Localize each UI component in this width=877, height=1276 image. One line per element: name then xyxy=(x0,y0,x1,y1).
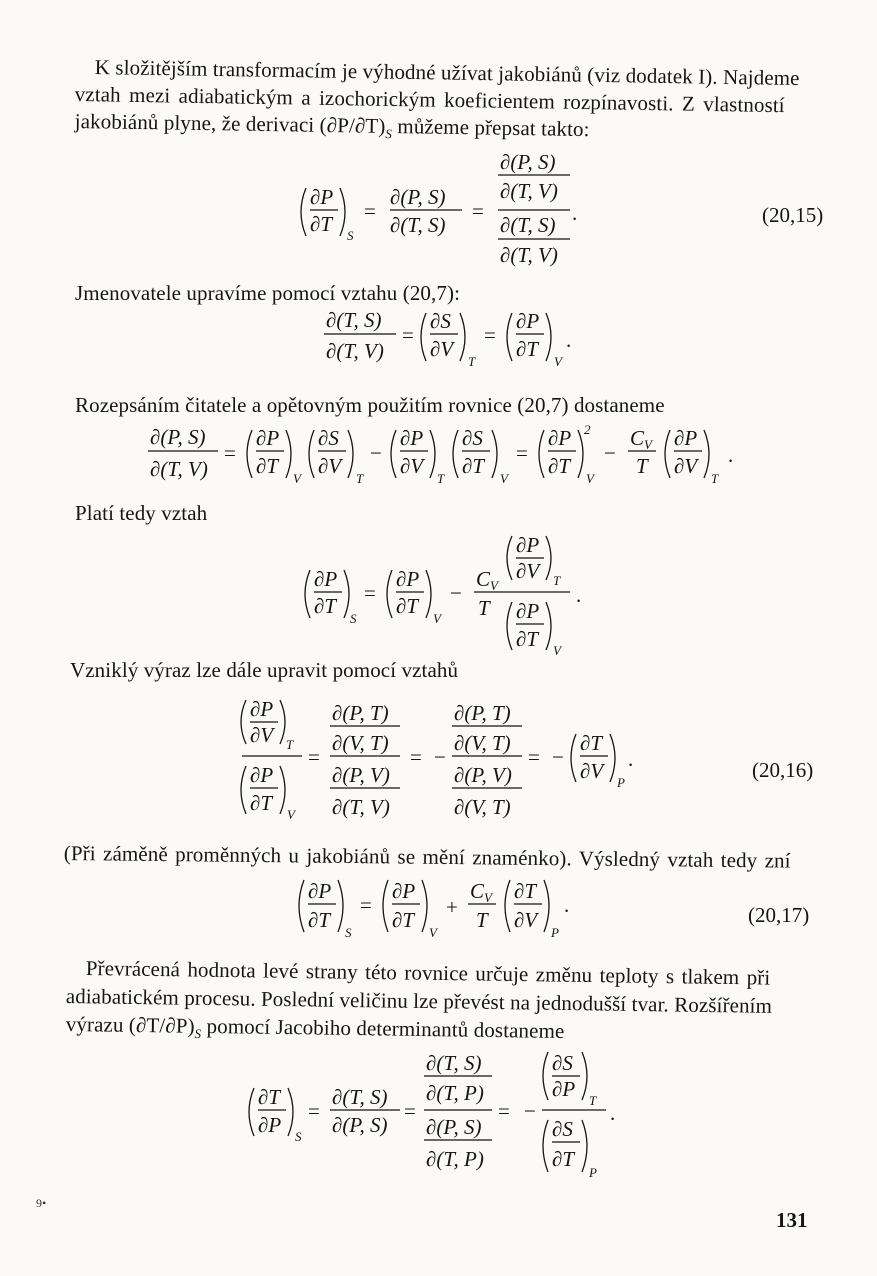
svg-text:∂P: ∂P xyxy=(256,426,280,450)
svg-text:T: T xyxy=(468,354,476,369)
svg-text:∂P: ∂P xyxy=(392,879,416,903)
svg-text:∂P: ∂P xyxy=(314,567,338,591)
svg-text:2: 2 xyxy=(584,422,591,437)
svg-text:∂T: ∂T xyxy=(250,791,273,815)
svg-text:∂(T, V): ∂(T, V) xyxy=(150,457,208,481)
svg-text:∂P: ∂P xyxy=(258,1113,282,1137)
svg-text:∂T: ∂T xyxy=(516,627,539,651)
svg-text:∂T: ∂T xyxy=(580,731,603,755)
svg-text:∂P: ∂P xyxy=(250,763,274,787)
svg-text:V: V xyxy=(500,471,508,486)
svg-text:∂(P, V): ∂(P, V) xyxy=(332,763,390,787)
svg-text:∂T: ∂T xyxy=(552,1147,575,1171)
svg-text:∂P: ∂P xyxy=(310,185,334,209)
svg-text:∂V: ∂V xyxy=(514,908,538,932)
margin-mark: 9• xyxy=(36,1196,47,1210)
paragraph-line: Vzniklý výraz lze dále upravit pomocí vztahů xyxy=(70,658,459,682)
equation-20-15 xyxy=(290,150,610,275)
svg-text:=: = xyxy=(364,199,376,223)
svg-text:∂V: ∂V xyxy=(674,454,698,478)
svg-text:P: P xyxy=(589,1165,597,1180)
svg-text:∂P: ∂P xyxy=(308,879,332,903)
equation-citatel xyxy=(142,420,772,496)
svg-text:∂(T, V): ∂(T, V) xyxy=(332,795,390,819)
svg-text:∂(T, P): ∂(T, P) xyxy=(426,1081,484,1105)
svg-text:C: C xyxy=(470,879,485,903)
svg-text:∂(V, T): ∂(V, T) xyxy=(454,731,511,755)
svg-text:P: P xyxy=(617,775,625,790)
svg-text:∂S: ∂S xyxy=(318,426,339,450)
svg-text:∂P: ∂P xyxy=(552,1077,576,1101)
svg-text:T: T xyxy=(589,1093,597,1108)
svg-text:−: − xyxy=(450,581,462,605)
svg-text:.: . xyxy=(728,443,734,467)
svg-text:V: V xyxy=(490,578,498,593)
svg-text:V: V xyxy=(553,643,561,658)
svg-text:∂(T, S): ∂(T, S) xyxy=(390,213,446,237)
svg-text:C: C xyxy=(476,567,491,591)
equation-plati xyxy=(298,532,598,662)
svg-text:∂P: ∂P xyxy=(250,697,274,721)
svg-text:∂T: ∂T xyxy=(516,337,539,361)
equation-number: (20,15) xyxy=(762,203,824,227)
svg-text:∂T: ∂T xyxy=(548,454,571,478)
svg-text:.: . xyxy=(564,893,570,917)
svg-text:∂(P, S): ∂(P, S) xyxy=(500,150,556,174)
svg-text:∂(P, S): ∂(P, S) xyxy=(390,185,446,209)
paragraph-line: vztah mezi adiabatickým a izochorickým koeficientem rozpínavosti. Z vlastností xyxy=(74,81,785,118)
svg-text:=: = xyxy=(308,1099,320,1123)
svg-text:=: = xyxy=(404,1099,416,1123)
svg-text:∂S: ∂S xyxy=(552,1117,573,1141)
svg-text:∂(P, T): ∂(P, T) xyxy=(454,701,511,725)
svg-text:S: S xyxy=(350,611,357,626)
equation-20-17 xyxy=(292,874,592,948)
svg-text:+: + xyxy=(446,895,458,919)
svg-text:∂V: ∂V xyxy=(580,759,604,783)
svg-text:−: − xyxy=(604,441,616,465)
svg-text:∂T: ∂T xyxy=(256,454,279,478)
paragraph-line: adiabatickém procesu. Poslední veličinu lze převést na jednodušší tvar. Rozšířením xyxy=(65,983,773,1018)
svg-text:.: . xyxy=(572,201,578,225)
svg-text:=: = xyxy=(498,1099,510,1123)
svg-text:∂V: ∂V xyxy=(516,559,540,583)
paragraph-line xyxy=(74,108,589,150)
svg-text:S: S xyxy=(345,925,352,940)
equation-number: (20,17) xyxy=(748,903,810,927)
svg-text:∂P: ∂P xyxy=(516,533,540,557)
svg-text:∂V: ∂V xyxy=(400,454,424,478)
svg-text:−: − xyxy=(434,745,446,769)
svg-text:∂(T, V): ∂(T, V) xyxy=(326,339,384,363)
svg-text:V: V xyxy=(554,354,562,369)
page-number: 131 xyxy=(776,1208,808,1232)
svg-text:=: = xyxy=(224,441,236,465)
svg-text:∂P: ∂P xyxy=(396,567,420,591)
svg-text:∂S: ∂S xyxy=(552,1051,573,1075)
svg-text:P: P xyxy=(551,925,559,940)
svg-text:∂(P, S): ∂(P, S) xyxy=(332,1113,388,1137)
svg-text:.: . xyxy=(628,747,634,771)
svg-text:∂T: ∂T xyxy=(392,908,415,932)
svg-text:T: T xyxy=(356,471,364,486)
svg-text:−: − xyxy=(370,441,382,465)
svg-text:=: = xyxy=(308,745,320,769)
svg-text:∂T: ∂T xyxy=(514,879,537,903)
svg-text:−: − xyxy=(552,745,564,769)
svg-text:=: = xyxy=(364,581,376,605)
svg-text:S: S xyxy=(347,228,354,243)
svg-text:V: V xyxy=(433,611,441,626)
svg-text:S: S xyxy=(295,1129,302,1144)
svg-text:∂(V, T): ∂(V, T) xyxy=(454,795,511,819)
svg-text:T: T xyxy=(553,573,561,588)
paragraph-line: (Při záměně proměnných u jakobiánů se mění znaménko). Výsledný vztah tedy zní xyxy=(63,840,791,873)
svg-text:.: . xyxy=(566,328,572,352)
paragraph-text: výrazu (∂T/∂P) xyxy=(65,1011,195,1038)
svg-text:=: = xyxy=(528,745,540,769)
svg-text:V: V xyxy=(586,471,594,486)
subscript: S xyxy=(194,1025,202,1042)
paren-right xyxy=(546,313,551,361)
svg-text:∂(P, V): ∂(P, V) xyxy=(454,763,512,787)
svg-text:V: V xyxy=(644,437,652,452)
svg-text:T: T xyxy=(478,596,490,620)
svg-text:∂P: ∂P xyxy=(516,599,540,623)
equation-jmenovatel xyxy=(318,305,588,377)
svg-text:∂V: ∂V xyxy=(318,454,342,478)
svg-text:∂(T, S): ∂(T, S) xyxy=(426,1051,482,1075)
svg-text:T: T xyxy=(711,471,719,486)
svg-text:=: = xyxy=(410,745,422,769)
paragraph-line: K složitějším transformacím je výhodné užívat jakobiánů (viz dodatek I). Najdeme xyxy=(94,54,800,91)
svg-text:∂(T, S): ∂(T, S) xyxy=(332,1085,388,1109)
svg-text:=: = xyxy=(516,441,528,465)
paragraph-line: Jmenovatele upravíme pomocí vztahu (20,7): xyxy=(75,281,460,305)
svg-text:∂(T, S): ∂(T, S) xyxy=(326,308,382,332)
svg-text:∂T: ∂T xyxy=(258,1085,281,1109)
svg-text:∂(T, P): ∂(T, P) xyxy=(426,1147,484,1171)
svg-text:T: T xyxy=(476,908,488,932)
svg-text:∂(P, S): ∂(P, S) xyxy=(150,425,206,449)
equation-jacobi xyxy=(242,1046,632,1182)
svg-text:=: = xyxy=(360,893,372,917)
svg-text:∂V: ∂V xyxy=(430,337,454,361)
svg-text:∂T: ∂T xyxy=(308,908,331,932)
svg-text:∂P: ∂P xyxy=(400,426,424,450)
svg-text:∂(V, T): ∂(V, T) xyxy=(332,731,389,755)
svg-text:T: T xyxy=(286,737,294,752)
paragraph-line: Převrácená hodnota levé strany této rovnice určuje změnu teploty s tlakem při xyxy=(85,955,771,990)
paragraph-line: Platí tedy vztah xyxy=(75,501,208,525)
svg-text:∂(T, S): ∂(T, S) xyxy=(500,213,556,237)
equation-number: (20,16) xyxy=(752,758,814,782)
svg-text:=: = xyxy=(484,323,496,347)
svg-text:∂(T, V): ∂(T, V) xyxy=(500,179,558,203)
svg-text:∂T: ∂T xyxy=(396,594,419,618)
paragraph-text: jakobiánů plyne, že derivaci (∂P/∂T) xyxy=(74,108,386,138)
paren-right xyxy=(340,188,345,236)
svg-text:∂P: ∂P xyxy=(516,309,540,333)
svg-text:V: V xyxy=(287,807,295,822)
svg-text:∂V: ∂V xyxy=(250,723,274,747)
svg-text:∂P: ∂P xyxy=(674,426,698,450)
paren-left xyxy=(421,313,426,361)
subscript: S xyxy=(385,126,393,142)
paragraph-text: pomocí Jacobiho determinantů dostaneme xyxy=(201,1013,565,1043)
equation-20-16 xyxy=(236,696,636,824)
svg-text:∂S: ∂S xyxy=(462,426,483,450)
svg-text:T: T xyxy=(437,471,445,486)
svg-text:∂(P, S): ∂(P, S) xyxy=(426,1115,482,1139)
svg-text:∂T: ∂T xyxy=(462,454,485,478)
svg-text:∂T: ∂T xyxy=(310,212,333,236)
svg-text:∂P: ∂P xyxy=(548,426,572,450)
svg-text:∂S: ∂S xyxy=(430,309,451,333)
svg-text:T: T xyxy=(636,454,648,478)
svg-text:−: − xyxy=(524,1099,536,1123)
svg-text:V: V xyxy=(484,890,492,905)
svg-text:.: . xyxy=(610,1101,616,1125)
svg-text:∂T: ∂T xyxy=(314,594,337,618)
paren-left xyxy=(301,188,306,236)
paren-right xyxy=(460,313,465,361)
paragraph-line: Rozepsáním čitatele a opětovným použitím rovnice (20,7) dostaneme xyxy=(75,393,665,417)
svg-text:.: . xyxy=(576,583,582,607)
paren-left xyxy=(507,313,512,361)
svg-text:∂(T, V): ∂(T, V) xyxy=(500,243,558,267)
svg-text:∂(P, T): ∂(P, T) xyxy=(332,701,389,725)
svg-text:V: V xyxy=(293,471,301,486)
paragraph-text: můžeme přepsat takto: xyxy=(391,113,590,142)
svg-text:=: = xyxy=(472,199,484,223)
svg-text:C: C xyxy=(630,426,645,450)
svg-text:=: = xyxy=(402,323,414,347)
svg-text:V: V xyxy=(429,925,437,940)
